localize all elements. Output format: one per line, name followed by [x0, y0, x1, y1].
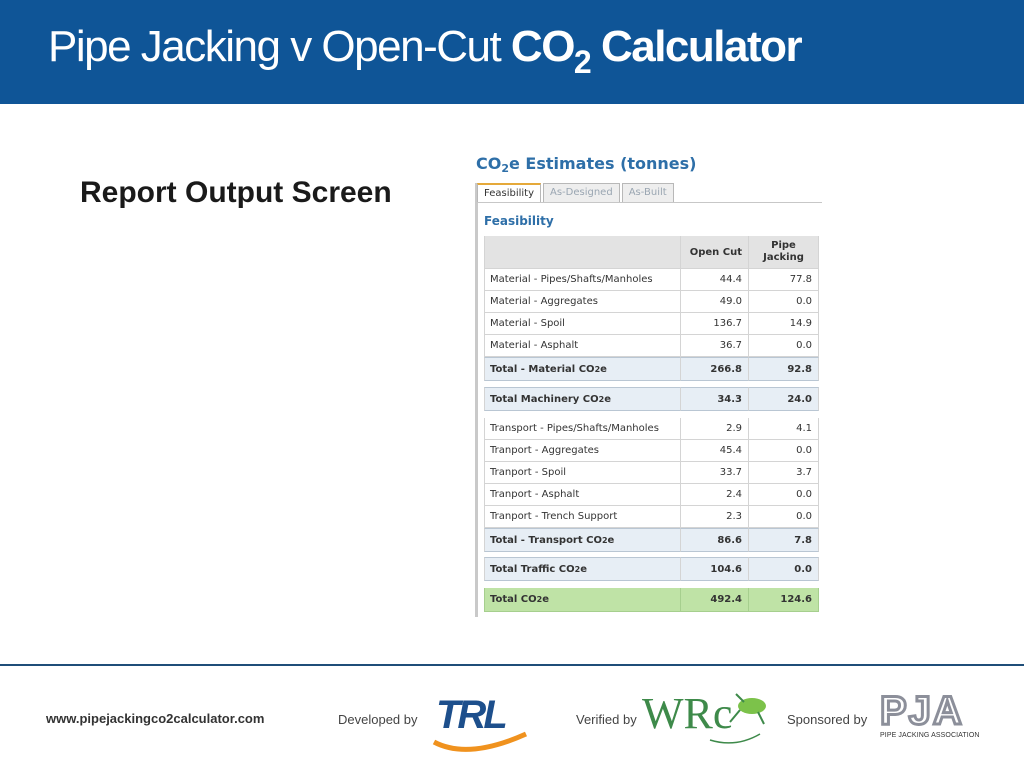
- website-url[interactable]: www.pipejackingco2calculator.com: [46, 711, 265, 726]
- col-open-cut: Open Cut: [681, 236, 749, 269]
- table-row: Tranport - Aggregates 45.4 0.0: [484, 440, 819, 462]
- co2-estimates-panel: [475, 150, 825, 620]
- footer-divider: [0, 664, 1024, 666]
- col-pipe-jacking: Pipe Jacking: [749, 236, 819, 269]
- table-row: Transport - Pipes/Shafts/Manholes 2.9 4.1: [484, 418, 819, 440]
- table-row: Tranport - Spoil 33.7 3.7: [484, 462, 819, 484]
- table-header: [484, 236, 819, 269]
- verified-by-label: Verified by: [576, 712, 637, 727]
- title-light-text: Pipe Jacking v Open-Cut: [48, 22, 511, 71]
- report-output-heading: Report Output Screen: [80, 176, 392, 209]
- table-row: Material - Asphalt 36.7 0.0: [484, 335, 819, 357]
- total-machinery-row: Total Machinery CO 2 e 34.3 24.0: [484, 387, 819, 411]
- tab-feasibility[interactable]: Feasibility: [477, 183, 541, 203]
- wrc-logo: [640, 682, 774, 748]
- tab-bar: [477, 183, 676, 203]
- section-title: Feasibility: [484, 214, 554, 228]
- title-subscript: 2: [573, 44, 591, 80]
- page-title: [48, 22, 801, 81]
- tab-as-designed[interactable]: As-Designed: [543, 183, 620, 203]
- wrc-logo-text: WRc: [642, 689, 733, 738]
- tab-divider: [477, 202, 822, 203]
- total-material-row: Total - Material CO 2 e 266.8 92.8: [484, 357, 819, 381]
- total-traffic-row: Total Traffic CO 2 e 104.6 0.0: [484, 557, 819, 581]
- pja-caption: PIPE JACKING ASSOCIATION: [880, 732, 980, 739]
- title-co-text: CO: [510, 22, 574, 71]
- pja-logo-text: PJA: [880, 690, 964, 730]
- table-row: Material - Spoil 136.7 14.9: [484, 313, 819, 335]
- table-row: Material - Aggregates 49.0 0.0: [484, 291, 819, 313]
- total-co2-row: Total CO 2 e 492.4 124.6: [484, 588, 819, 612]
- trl-logo-text: TRL: [436, 693, 505, 737]
- trl-logo: [428, 690, 550, 754]
- total-transport-row: Total - Transport CO 2 e 86.6 7.8: [484, 528, 819, 552]
- pja-logo: [880, 690, 992, 742]
- pja-mark: [880, 690, 992, 730]
- table-row: Tranport - Asphalt 2.4 0.0: [484, 484, 819, 506]
- sponsored-by-label: Sponsored by: [787, 712, 868, 727]
- tab-as-built[interactable]: As-Built: [622, 183, 674, 203]
- panel-title: $CO_2e$ Estimates (tonnes): [476, 154, 697, 175]
- panel-frame: [475, 183, 478, 617]
- title-bold-text: Calculator: [590, 22, 802, 71]
- developed-by-label: Developed by: [338, 712, 418, 727]
- title-banner: [0, 0, 1024, 104]
- table-row: Tranport - Trench Support 2.3 0.0: [484, 506, 819, 528]
- table-row: Material - Pipes/Shafts/Manholes 44.4 77.8: [484, 269, 819, 291]
